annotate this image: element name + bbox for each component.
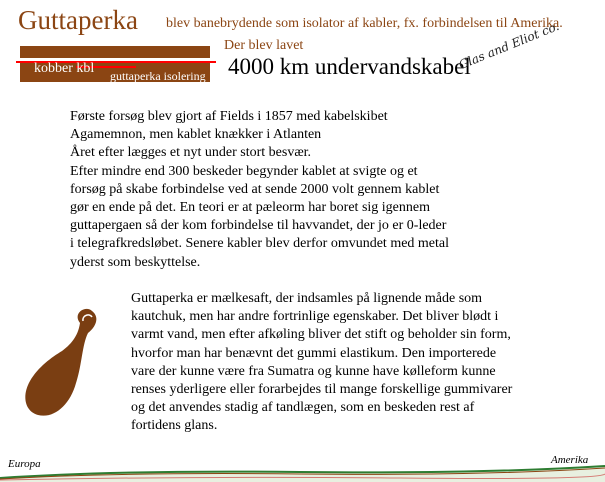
- guttapercha-lump-icon: [20, 305, 110, 425]
- paragraph-line: Første forsøg blev gjort af Fields i 1857 med kabelskibet: [70, 109, 388, 124]
- cable-outer-layer: [20, 46, 210, 58]
- paragraph-line: fortidens glans.: [131, 418, 218, 434]
- paragraph-line: renses yderligere eller forarbejdes til mange forskellige gummivarer: [131, 382, 513, 398]
- paragraph-line: Agamemnon, men kablet knækker i Atlanten: [70, 127, 322, 143]
- america-label: Amerika: [551, 454, 589, 466]
- paragraph-line: hvorfor man har benævnt det gummi elastikum. Den importerede: [131, 345, 497, 361]
- subtitle: Der blev lavet: [224, 38, 304, 53]
- paragraph-line: forsøg på skabe forbindelse ved at sende 2000 volt gennem kablet: [70, 181, 440, 197]
- paragraph-line: Året efter lægges et nyt under stort besvær.: [70, 145, 312, 161]
- paragraph-line: Efter mindre end 300 beskeder begynder kablet at svigte og et: [70, 163, 418, 179]
- europe-label: Europa: [8, 458, 41, 470]
- guttapercha-paragraph: [131, 290, 551, 436]
- paragraph-line: kautchuk, men har andre fortrinlige egenskaber. Det bliver blødt i: [131, 309, 499, 325]
- paragraph-line: guttapergaen så der kom forbindelse til havvandet, der jo er 0-leder: [70, 218, 447, 234]
- headline: 4000 km undervandskabel: [228, 54, 471, 79]
- page-title: Guttaperka: [18, 5, 138, 35]
- paragraph-line: og det anvendes stadig af tandlægen, som en beskeden rest af: [131, 400, 475, 416]
- paragraph-line: gør en ende på det. En teori er at pæleorm har boret sig igennem: [70, 200, 430, 216]
- paragraph-line: yderst som beskyttelse.: [70, 254, 201, 270]
- insulation-label: guttaperka isolering: [110, 69, 206, 83]
- company-label: Glas and Eliot co.: [456, 19, 562, 73]
- copper-label: kobber kbl: [34, 61, 95, 76]
- paragraph-line: varmt vand, men efter afkøling bliver det stift og beholder sin form,: [131, 327, 511, 343]
- paragraph-line: vare der kunne være fra Sumatra og kunne have kølleform kunne: [131, 363, 496, 379]
- atlantic-ground-strip: [0, 448, 605, 482]
- history-paragraph: [70, 108, 480, 272]
- paragraph-line: i telegrafkredsløbet. Senere kabler blev derfor omvundet med metal: [70, 236, 450, 252]
- title-description: blev banebrydende som isolator af kabler, fx. forbindelsen til Amerika.: [166, 16, 563, 31]
- paragraph-line: Guttaperka er mælkesaft, der indsamles på lignende måde som: [131, 291, 483, 306]
